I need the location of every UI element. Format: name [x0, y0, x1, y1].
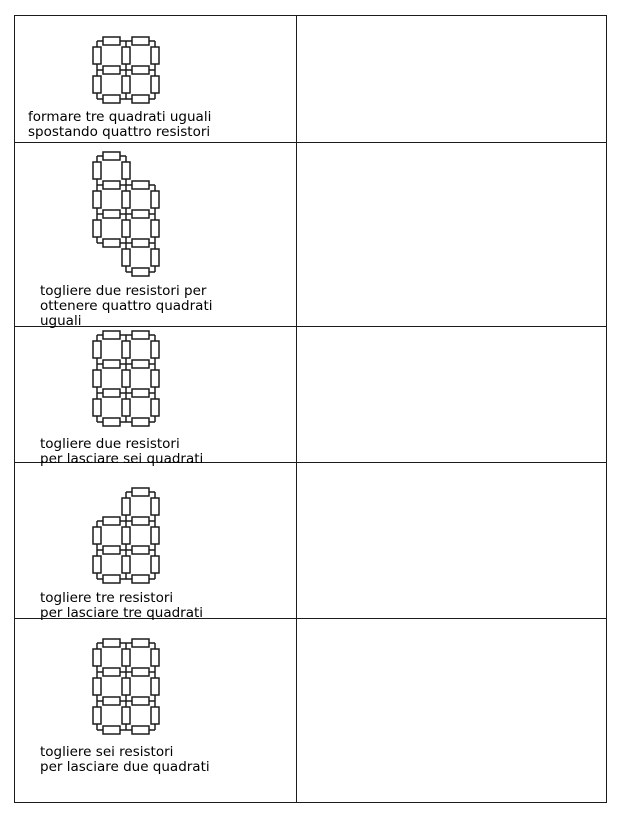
caption-line: togliere tre resistori: [40, 589, 174, 606]
table-row: [15, 143, 606, 327]
caption-line: per lasciare due quadrati: [40, 758, 210, 775]
answer-cell: [297, 143, 606, 326]
table-row: [15, 16, 606, 143]
caption-line: per lasciare sei quadrati: [40, 450, 204, 467]
resistor-diagram: [87, 325, 165, 436]
resistor-diagram: [87, 31, 165, 113]
puzzle-caption: [28, 110, 211, 140]
puzzle-caption: [40, 284, 213, 329]
caption-line: uguali: [40, 312, 82, 329]
puzzle-table: [14, 15, 607, 803]
caption-line: togliere due resistori per: [40, 282, 207, 299]
puzzle-caption: [40, 745, 210, 775]
caption-line: togliere sei resistori: [40, 743, 174, 760]
puzzle-caption: [40, 591, 203, 621]
caption-line: per lasciare tre quadrati: [40, 604, 204, 621]
column-divider: [296, 16, 298, 802]
table-row: [15, 327, 606, 467]
resistor-diagram: [87, 146, 165, 286]
caption-line: formare tre quadrati uguali: [28, 109, 212, 125]
caption-line: togliere due resistori: [40, 435, 180, 452]
table-row: [15, 463, 606, 619]
caption-line: spostando quattro resistori: [28, 124, 211, 140]
table-row: [15, 619, 606, 800]
answer-cell: [297, 16, 606, 142]
answer-cell: [297, 619, 606, 800]
answer-cell: [297, 327, 606, 462]
answer-cell: [297, 463, 606, 618]
resistor-diagram: [87, 633, 165, 744]
caption-line: ottenere quattro quadrati: [40, 297, 213, 314]
resistor-diagram: [87, 482, 165, 593]
